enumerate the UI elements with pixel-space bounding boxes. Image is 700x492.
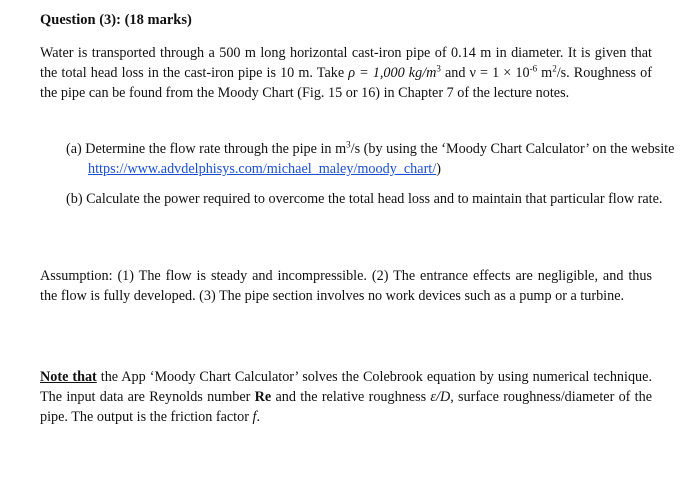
viscosity-unit-exponent: 2 bbox=[552, 63, 557, 74]
relative-roughness: ε/D bbox=[430, 389, 451, 405]
part-b-label: (b) bbox=[66, 191, 83, 207]
note-lead: Note that bbox=[40, 369, 97, 385]
density-exponent: 3 bbox=[436, 63, 441, 74]
part-a-text-continued: /s (by using the ‘Moody Chart Calculator’ on the website bbox=[350, 141, 675, 157]
note-text-2: and the relative roughness bbox=[271, 389, 431, 405]
note-text: the App ‘Moody Chart Calculator’ solves the Colebrook equation by using numerical technique. The input data are Reynolds number bbox=[40, 369, 652, 405]
reynolds-number: Re bbox=[254, 389, 272, 405]
viscosity-exponent: -6 bbox=[529, 63, 538, 74]
part-a-text-end: ) bbox=[436, 161, 441, 177]
assumption-paragraph: Assumption: (1) The flow is steady and incompressible. (2) The entrance effects are negligible, and thus the flow is fully developed. (3) The pipe section involves no work devices such as a pump or a turbine. bbox=[40, 268, 652, 304]
part-a bbox=[66, 139, 678, 179]
problem-statement bbox=[40, 43, 652, 103]
part-b-text: Calculate the power required to overcome the total head loss and to maintain that particular flow rate. bbox=[82, 191, 663, 207]
note-paragraph bbox=[40, 367, 652, 427]
part-a-text: Determine the flow rate through the pipe in m bbox=[81, 141, 347, 157]
density-value: ρ = 1,000 kg/m bbox=[348, 65, 437, 81]
part-a-exponent: 3 bbox=[346, 139, 351, 150]
note-text-3: , surface roughness/diameter of the pipe. The output is the friction factor bbox=[40, 389, 652, 425]
part-a-label: (a) bbox=[66, 141, 82, 157]
part-b bbox=[66, 189, 678, 209]
friction-factor: f bbox=[252, 409, 257, 425]
viscosity-value: and ν = 1 × 10 bbox=[440, 65, 530, 81]
roughness-sentence: /s. Roughness of the pipe can be found from the Moody Chart (Fig. 15 or 16) in Chapter 7 of the lecture notes. bbox=[40, 65, 652, 101]
intro-sentence: Water is transported through a 500 m long horizontal cast-iron pipe of 0.14 m in diameter. It is given that the total head loss in the cast-iron pipe is 10 m. Take bbox=[40, 45, 652, 81]
note-text-end: . bbox=[256, 409, 260, 425]
moody-chart-link[interactable]: https://www.advdelphisys.com/michael_maley/moody_chart/ bbox=[88, 161, 437, 177]
viscosity-unit: m bbox=[537, 65, 553, 81]
question-title: Question (3): (18 marks) bbox=[40, 12, 192, 28]
